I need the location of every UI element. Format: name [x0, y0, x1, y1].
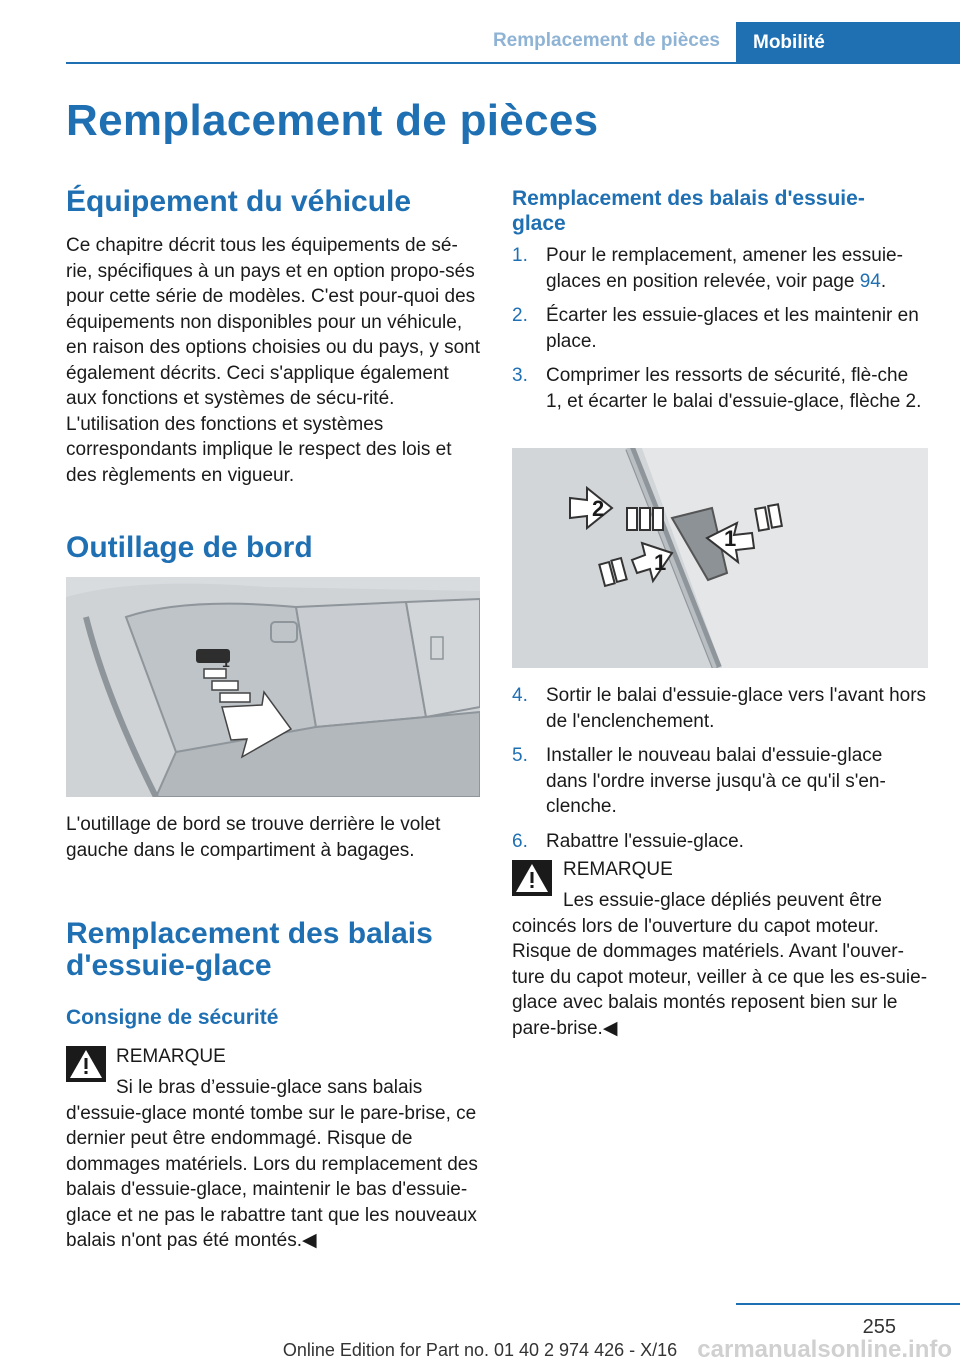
list-item: 6. Rabattre l'essuie-glace. — [512, 830, 744, 852]
page-link[interactable]: 94 — [859, 270, 881, 292]
watermark: carmanualsonline.info — [697, 1336, 952, 1363]
caption-outillage: L'outillage de bord se trouve derrière le volet gauche dans le compartiment à bagages. — [66, 814, 441, 861]
list-item: 1. Pour le remplacement, amener les essuie-glaces en position relevée, voir page 94. — [512, 245, 903, 292]
steps-list-1 — [512, 243, 928, 423]
heading-remplacement-line1: Remplacement des balais — [66, 917, 433, 950]
heading-right-line1: Remplacement des balais d'essuie- — [512, 187, 865, 210]
running-header-tab: Mobilité — [736, 22, 960, 62]
figure-label: 2 — [592, 496, 605, 521]
heading-right-line2: glace — [512, 212, 566, 235]
page-title: Remplacement de pièces — [66, 96, 599, 145]
note-label: REMARQUE — [563, 859, 673, 880]
list-item: 3. Comprimer les ressorts de sécurité, flè-che 1, et écarter le balai d'essuie-glace, flèche 2. — [512, 365, 922, 412]
heading-consigne: Consigne de sécurité — [66, 1006, 279, 1029]
page-number: 255 — [862, 1316, 896, 1338]
note-label: REMARQUE — [116, 1046, 226, 1067]
header-rule — [66, 62, 960, 64]
note-text: Si le bras d’essuie-glace sans balais d'essuie-glace monté tombe sur le pare-brise, ce dernier peut être endommagé. Risque de dommages matériels. Lors du remplacement des balais d'essuie-glace, maintenir le bas d'essuie-glace et ne pas le rabattre tant que les nouveaux balais n'ont pas été montés.◀ — [66, 1077, 478, 1251]
steps-list-2 — [512, 683, 928, 863]
figure-label: 1 — [222, 654, 230, 670]
wiper-drawing — [512, 448, 928, 668]
heading-remplacement-line2: d'essuie-glace — [66, 949, 272, 982]
edition-line: Online Edition for Part no. 01 40 2 974 426 - X/16 — [282, 1340, 678, 1360]
trunk-toolkit-drawing — [66, 577, 480, 797]
note-text: Les essuie-glace dépliés peuvent être coincés lors de l'ouverture du capot moteur. Risque de dommages matériels. Avant l'ouver-ture du capot moteur, veiller à ce que les es-suie-glace avec balais montés reposent bien sur le pare-brise.◀ — [512, 890, 928, 1039]
list-item: 4. Sortir le balai d'essuie-glace vers l'avant hors de l'enclenchement. — [512, 685, 927, 732]
heading-equipement: Équipement du véhicule — [66, 185, 412, 218]
figure-label: 1 — [724, 526, 737, 551]
figure-label: 1 — [654, 550, 667, 575]
list-item: 2. Écarter les essuie-glaces et les maintenir en place. — [512, 305, 919, 352]
footer-rule — [736, 1303, 960, 1305]
trunk-toolkit-illustration — [66, 577, 480, 797]
list-item: 5. Installer le nouveau balai d'essuie-glace dans l'ordre inverse jusqu'à ce qu'il s'en-clenche. — [512, 745, 886, 817]
running-header-section: Remplacement de pièces — [492, 30, 720, 51]
wiper-illustration — [512, 448, 928, 668]
paragraph-equipement: Ce chapitre décrit tous les équipements de sé-rie, spécifiques à un pays et en option propo-sés pour cette série de modèles. C'est pour-quoi des équipements non disponibles pour un véhicule, en raison des options choisies ou du pays, y sont également décrits. Ceci s'applique également aux fonctions et systèmes de sécu-rité. L'utilisation des fonctions et systèmes correspondants implique le respect des lois et des règlements en vigueur. — [66, 235, 481, 486]
heading-outillage: Outillage de bord — [66, 531, 313, 564]
